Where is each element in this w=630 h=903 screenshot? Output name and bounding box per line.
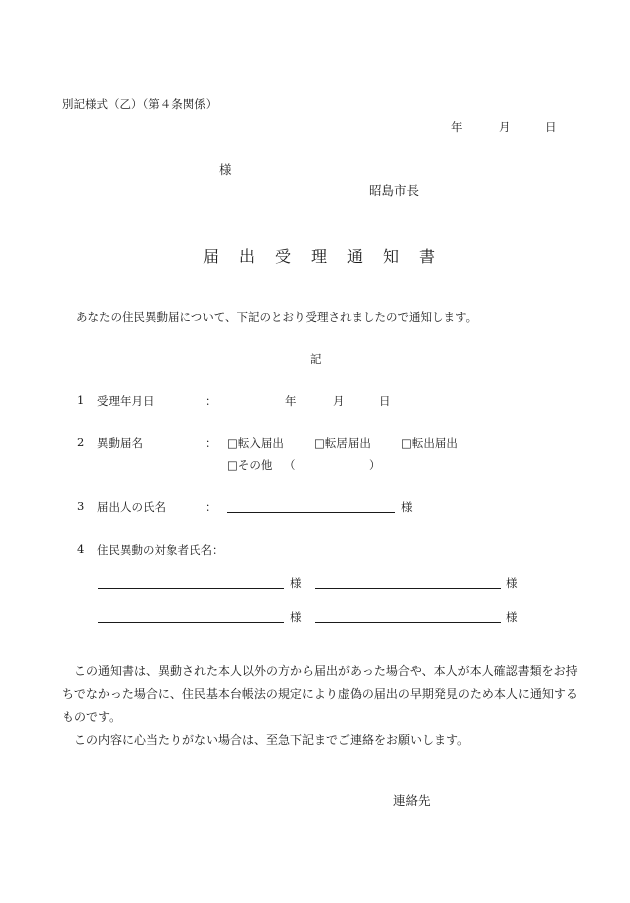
target-suffix: 様 — [290, 576, 302, 590]
date-day: 日 — [545, 120, 557, 134]
target-suffix: 様 — [506, 610, 518, 624]
other-close-paren: ） — [369, 458, 381, 472]
submitter-name-line[interactable] — [227, 512, 395, 513]
item3-suffix: 様 — [401, 500, 413, 514]
title-char: 理 — [310, 247, 327, 266]
target-name-line[interactable] — [98, 622, 284, 623]
intro-text: あなたの住民異動届について、下記のとおり受理されましたので通知します。 — [76, 310, 478, 324]
checkbox-tenshutsu[interactable]: □転出届出 — [401, 436, 458, 450]
ki-mark: 記 — [310, 352, 322, 366]
addressee-suffix: 様 — [219, 162, 232, 177]
notice-paragraph-2: この内容に心当たりがない場合は、至急下記までご連絡をお願いします。 — [74, 733, 470, 747]
title-char: 届 — [202, 247, 219, 266]
form-label: 別記様式（乙）（第４条関係） — [62, 97, 218, 111]
title-char: 通 — [346, 247, 363, 266]
item2-colon: ： — [205, 436, 217, 450]
issuer: 昭島市長 — [369, 183, 420, 198]
item1-year: 年 — [285, 394, 297, 408]
item1-label: 受理年月日 — [97, 394, 155, 408]
item4-num: 4 — [77, 542, 85, 556]
target-name-line[interactable] — [315, 588, 501, 589]
target-name-line[interactable] — [98, 588, 284, 589]
checkbox-other[interactable]: □その他 — [227, 458, 273, 472]
title-char: 受 — [274, 247, 291, 266]
title-char: 書 — [418, 247, 435, 266]
item4-label: 住民異動の対象者氏名： — [97, 543, 224, 557]
item2-label: 異動届名 — [97, 436, 143, 450]
item1-month: 月 — [333, 394, 345, 408]
item1-day: 日 — [379, 394, 391, 408]
target-name-line[interactable] — [315, 622, 501, 623]
checkbox-tennyu[interactable]: □転入届出 — [227, 436, 284, 450]
item1-colon: ： — [205, 394, 217, 408]
item3-colon: ： — [205, 500, 217, 514]
item1-num: 1 — [77, 393, 85, 407]
document-title — [193, 244, 445, 267]
notice-paragraph: この通知書は、異動された本人以外の方から届出があった場合や、本人が本人確認書類をお持ちでなかった場合に、住民基本台帳法の規定により虚偽の届出の早期発見のため本人に通知するものです。 — [62, 664, 578, 724]
date-month: 月 — [499, 120, 511, 134]
target-suffix: 様 — [290, 610, 302, 624]
item2-num: 2 — [77, 435, 85, 449]
item3-label: 届出人の氏名 — [97, 500, 166, 514]
checkbox-tenkyo[interactable]: □転居届出 — [314, 436, 371, 450]
title-char: 知 — [382, 247, 399, 266]
item3-num: 3 — [77, 499, 85, 513]
contact-label: 連絡先 — [393, 793, 431, 808]
target-suffix: 様 — [506, 576, 518, 590]
other-open-paren: （ — [284, 458, 296, 472]
title-char: 出 — [238, 247, 255, 266]
date-year: 年 — [451, 120, 463, 134]
